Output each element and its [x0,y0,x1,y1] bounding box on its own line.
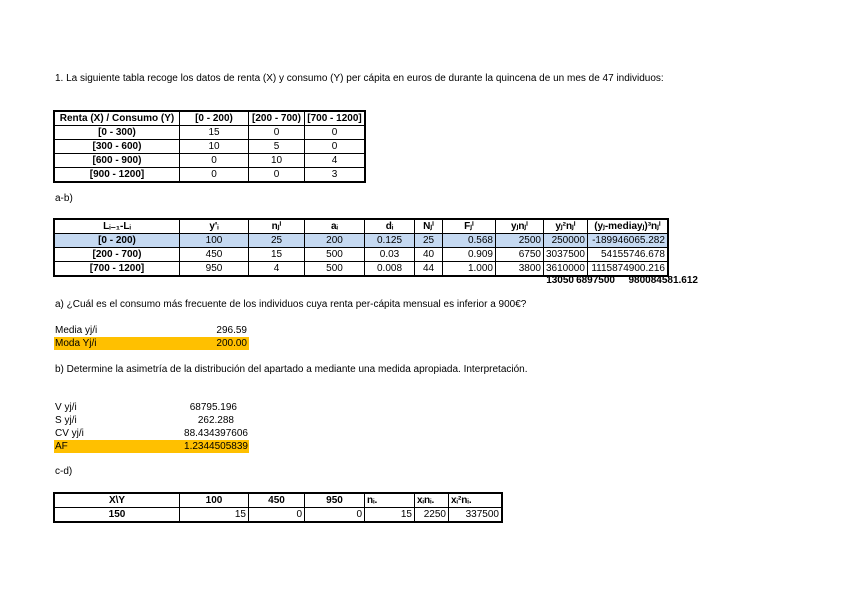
header-cell: xᵢnᵢ. [415,494,449,508]
result-af[interactable] [54,440,249,453]
result-label: AF [55,441,68,452]
result-value: 262.288 [197,415,234,426]
header-cell: y'ᵢ [180,220,249,234]
row-label-cell[interactable]: [200 - 700) [55,248,180,262]
total-y2n: 6897500 [576,275,615,286]
table-row [55,126,365,140]
result-moda[interactable] [54,337,249,350]
table-cell[interactable]: 4 [249,262,305,276]
table-cell[interactable]: -189946065.282 [587,234,667,248]
header-cell: xᵢ²nᵢ. [449,494,502,508]
table-cell[interactable]: 950 [180,262,249,276]
table-cell: 0 [180,154,249,168]
table-cell[interactable]: 337500 [449,508,502,522]
table-row[interactable] [55,262,668,276]
table-cell: 0 [249,168,305,182]
table-cell[interactable]: 100 [180,234,249,248]
row-label-cell[interactable]: 150 [55,508,180,522]
table-cell[interactable]: 0.03 [365,248,415,262]
table-cell[interactable]: 3800 [496,262,544,276]
row-label-cell[interactable]: [700 - 1200] [55,262,180,276]
table-header-row [55,494,502,508]
table-cell[interactable]: 2250 [415,508,449,522]
table-cell[interactable]: 15 [249,248,305,262]
table-cell: 0 [249,126,305,140]
contingency-table [54,111,365,182]
table-cell[interactable]: 54155746.678 [587,248,667,262]
table-cell[interactable]: 6750 [496,248,544,262]
table-row[interactable] [55,508,502,522]
table-cell[interactable]: 450 [180,248,249,262]
table-cell[interactable]: 0 [249,508,305,522]
table-cell: 10 [180,140,249,154]
table-row[interactable] [55,248,668,262]
table-header-row [55,112,365,126]
table-cell[interactable]: 250000 [544,234,588,248]
table-cell[interactable]: 0 [305,508,365,522]
result-label: S yj/i [55,415,77,426]
row-label-cell: [300 - 600) [55,140,180,154]
table-row [55,140,365,154]
result-value: 88.434397606 [184,428,248,439]
result-label: Media yj/i [55,325,98,336]
table-cell[interactable]: 44 [415,262,443,276]
table-cell[interactable]: 0.125 [365,234,415,248]
question-b: b) Determine la asimetría de la distribución del apartado a mediante una medida apropiada. Interpretación. [55,364,528,375]
header-cell: 450 [249,494,305,508]
row-label-cell: [600 - 900) [55,154,180,168]
header-cell: Lᵢ₋₁-Lᵢ [55,220,180,234]
row-label-cell: [900 - 1200] [55,168,180,182]
header-cell: aᵢ [305,220,365,234]
table-cell: 4 [305,154,365,168]
result-media[interactable] [54,324,249,337]
header-cell: Renta (X) / Consumo (Y) [55,112,180,126]
table-header-row [55,220,668,234]
result-variance[interactable] [54,401,249,414]
table-cell: 15 [180,126,249,140]
table-cell[interactable]: 500 [305,262,365,276]
header-cell: nᵢ. [365,494,415,508]
table-cell[interactable]: 3610000 [544,262,588,276]
table-cell[interactable]: 500 [305,248,365,262]
table-cell[interactable]: 0.008 [365,262,415,276]
result-std[interactable] [54,414,249,427]
table-cell[interactable]: 40 [415,248,443,262]
table-cell[interactable]: 0.568 [443,234,496,248]
header-cell: Nⱼⁱ [415,220,443,234]
table-cell: 0 [305,140,365,154]
table-cell[interactable]: 1115874900.216 [587,262,667,276]
table-cell[interactable]: 15 [365,508,415,522]
header-cell: dᵢ [365,220,415,234]
header-cell: (yⱼ-mediayⱼ)³nⱼⁱ [587,220,667,234]
section-label-cd: c-d) [55,466,73,477]
section-label-ab: a-b) [55,193,73,204]
header-cell: X\Y [55,494,180,508]
table-cell[interactable]: 1.000 [443,262,496,276]
table-cell: 5 [249,140,305,154]
table-row-selected[interactable] [55,234,668,248]
table-cell[interactable]: 15 [180,508,249,522]
intro-text: 1. La siguiente tabla recoge los datos de renta (X) y consumo (Y) per cápita en euros de durante la quincena de un mes de 47 individuos: [55,73,664,84]
header-cell: [700 - 1200] [305,112,365,126]
totals-row [0,275,848,287]
header-cell: 100 [180,494,249,508]
result-value: 200.00 [216,338,247,349]
header-cell: yⱼnⱼⁱ [496,220,544,234]
header-cell: nⱼⁱ [249,220,305,234]
result-value: 1.2344505839 [184,441,248,452]
table-cell[interactable]: 3037500 [544,248,588,262]
table-cell: 0 [180,168,249,182]
result-value: 68795.196 [189,402,237,413]
conditional-table [54,493,502,522]
result-label: V yj/i [55,402,77,413]
result-cv[interactable] [54,427,249,440]
header-cell: Fⱼⁱ [443,220,496,234]
table-cell[interactable]: 0.909 [443,248,496,262]
result-value: 296.59 [216,325,247,336]
total-yn: 13050 [546,275,574,286]
total-cubed: 980084581.612 [628,275,698,286]
table-cell[interactable]: 25 [415,234,443,248]
table-cell[interactable]: 2500 [496,234,544,248]
table-row [55,154,365,168]
result-label: CV yj/i [55,428,84,439]
header-cell: [0 - 200) [180,112,249,126]
table-cell[interactable]: 200 [305,234,365,248]
table-cell: 0 [305,126,365,140]
table-cell[interactable]: 25 [249,234,305,248]
table-row [55,168,365,182]
header-cell: [200 - 700) [249,112,305,126]
row-label-cell: [0 - 300) [55,126,180,140]
frequency-table [54,219,668,276]
table-cell: 3 [305,168,365,182]
row-label-cell[interactable]: [0 - 200) [55,234,180,248]
question-a: a) ¿Cuál es el consumo más frecuente de los individuos cuya renta per-cápita mensual es inferior a 900€? [55,299,527,310]
result-label: Moda Yj/i [55,338,97,349]
table-cell: 10 [249,154,305,168]
header-cell: 950 [305,494,365,508]
header-cell: yⱼ²nⱼⁱ [544,220,588,234]
